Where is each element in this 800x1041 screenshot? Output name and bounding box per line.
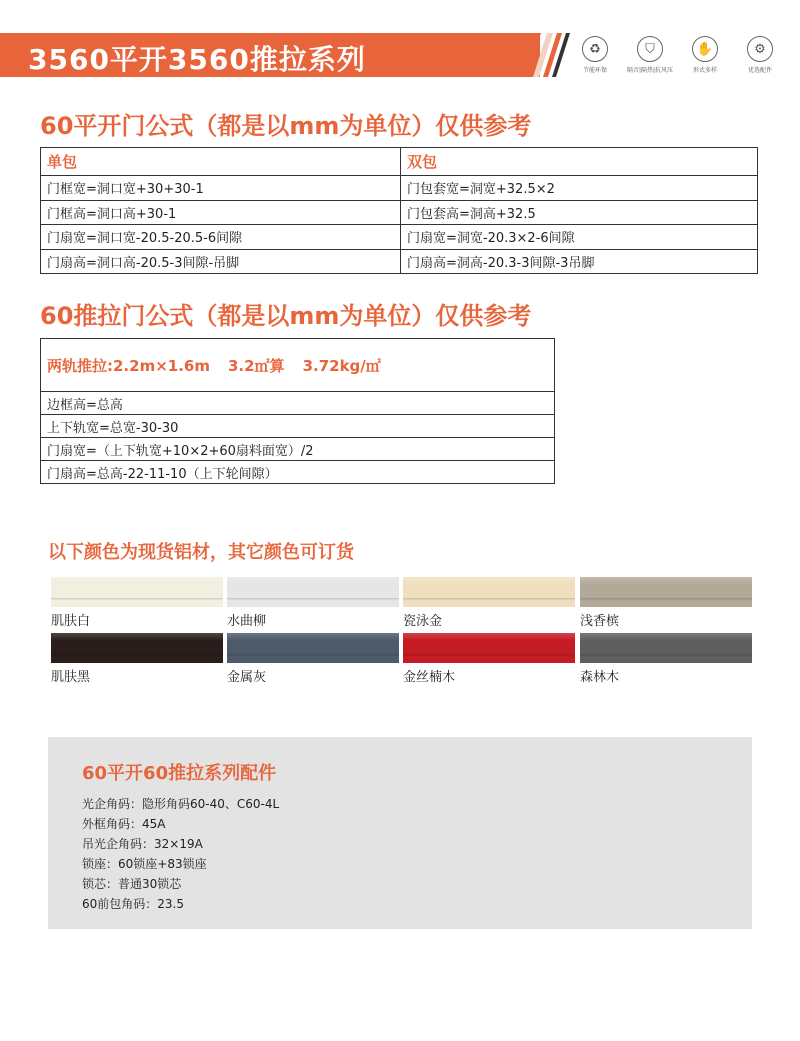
accessories-title: 60平开60推拉系列配件 (82, 763, 277, 784)
sliding-door-table (40, 338, 555, 484)
colors-heading: 以下颜色为现货铝材，其它颜色可订货 (48, 542, 354, 563)
sliding-door-heading: 60推拉门公式（都是以mm为单位）仅供参考 (40, 302, 532, 330)
table-row (41, 392, 555, 415)
hand-icon: ✋ (692, 36, 718, 62)
flat-door-table (40, 147, 758, 274)
swatch-ash-wood (227, 577, 399, 607)
accessory-item: 外框角码：45A (82, 817, 166, 831)
table-cell: 门扇宽=洞口宽-20.5-20.5-6间隙 (41, 225, 401, 250)
swatch-label: 金丝楠木 (403, 670, 456, 685)
sliding-spec-area: 3.2㎡算 (227, 356, 285, 375)
feature-insulation (625, 36, 675, 74)
swatch-metal-grey (227, 633, 399, 663)
accessory-item: 锁座：60锁座+83锁座 (82, 857, 207, 871)
swatch-label: 肌肤黑 (51, 670, 91, 685)
swatch-label: 森林木 (580, 670, 620, 685)
table-header-row (41, 339, 555, 392)
table-cell: 门扇高=总高-22-11-10（上下轮间隙） (41, 461, 555, 484)
gear-icon: ⚙ (747, 36, 773, 62)
banner-stripes (515, 33, 575, 77)
swatch-label: 瓷泳金 (403, 614, 443, 629)
swatch-label: 浅香槟 (580, 614, 620, 629)
feature-fittings (735, 36, 785, 74)
feature-icons (570, 36, 790, 78)
accessory-item: 60前包角码：23.5 (82, 897, 184, 911)
table-row (41, 415, 555, 438)
swatch-light-champagne (580, 577, 752, 607)
table-cell: 上下轨宽=总宽-30-30 (41, 415, 555, 438)
feature-eco (570, 36, 620, 74)
swatch-label: 肌肤白 (51, 614, 91, 629)
shield-icon: ⛉ (637, 36, 663, 62)
table-cell: 门扇宽=（上下轨宽+10×2+60扇料面宽）/2 (41, 438, 555, 461)
feature-caption: 形式多样 (692, 67, 717, 74)
col-single-header: 单包 (41, 148, 401, 176)
table-row (41, 225, 758, 250)
swatch-forest-wood (580, 633, 752, 663)
swatch-label: 水曲柳 (227, 614, 267, 629)
table-cell: 门扇宽=洞宽-20.3×2-6间隙 (401, 225, 758, 250)
page-title: 3560平开3560推拉系列 (28, 43, 366, 76)
sliding-spec-weight: 3.72kg/㎡ (302, 356, 381, 375)
table-header-row (41, 148, 758, 176)
col-double-header: 双包 (401, 148, 758, 176)
flat-door-heading: 60平开门公式（都是以mm为单位）仅供参考 (40, 112, 532, 140)
table-cell: 门包套高=洞高+32.5 (401, 200, 758, 225)
sliding-spec-size: 两轨推拉:2.2m×1.6m (47, 356, 210, 375)
feature-caption: 优选配件 (747, 67, 772, 74)
swatch-skin-white (51, 577, 223, 607)
recycle-icon: ♻ (582, 36, 608, 62)
table-cell: 边框高=总高 (41, 392, 555, 415)
table-row (41, 176, 758, 201)
accessory-item: 光企角码：隐形角码60-40、C60-4L (82, 797, 280, 811)
accessory-item: 吊光企角码：32×19A (82, 837, 203, 851)
table-cell: 门包套宽=洞宽+32.5×2 (401, 176, 758, 201)
feature-caption: 隔音|隔热|抗风压 (626, 67, 674, 74)
feature-caption: 节能环保 (582, 67, 607, 74)
table-row (41, 461, 555, 484)
table-row (41, 438, 555, 461)
swatch-golden-nanmu (403, 633, 575, 663)
feature-styles (680, 36, 730, 74)
table-cell: 门框高=洞口高+30-1 (41, 200, 401, 225)
sliding-spec-cell (41, 339, 555, 392)
swatch-porcelain-gold (403, 577, 575, 607)
table-cell: 门扇高=洞口高-20.5-3间隙-吊脚 (41, 249, 401, 274)
table-cell: 门扇高=洞高-20.3-3间隙-3吊脚 (401, 249, 758, 274)
accessory-item: 锁芯：普通30锁芯 (82, 877, 182, 891)
table-row (41, 200, 758, 225)
swatch-label: 金属灰 (227, 670, 267, 685)
table-row (41, 249, 758, 274)
swatch-skin-black (51, 633, 223, 663)
table-cell: 门框宽=洞口宽+30+30-1 (41, 176, 401, 201)
